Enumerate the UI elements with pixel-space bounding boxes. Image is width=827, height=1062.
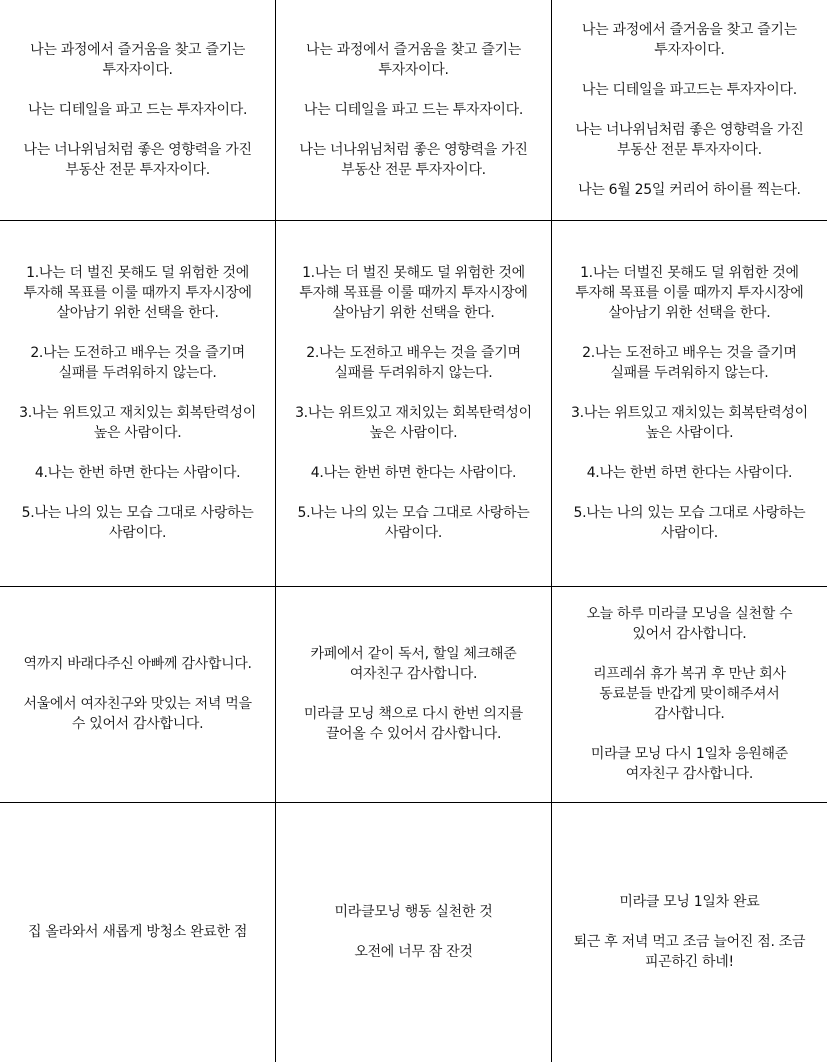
- grid-cell: [0, 0, 276, 220]
- cell-text: 1.나는 더 벌진 못해도 덜 위험한 것에 투자해 목표를 이룰 때까지 투자시장에 살아남기 위한 선택을 한다. 2.나는 도전하고 배우는 것을 즐기며 실패를 두려워하지 않는다. 3.나는 위트있고 재치있는 회복탄력성이 높은 사람이다. 4.나는 한번 하면 한다는 사람이다. 5.나는 나의 있는 모습 그대로 사랑하는 사람이다.: [19, 265, 256, 541]
- cell-text: 1.나는 더벌진 못해도 덜 위험한 것에 투자해 목표를 이룰 때까지 투자시장에 살아남기 위한 선택을 한다. 2.나는 도전하고 배우는 것을 즐기며 실패를 두려워하지 않는다. 3.나는 위트있고 재치있는 회복탄력성이 높은 사람이다. 4.나는 한번 하면 한다는 사람이다. 5.나는 나의 있는 모습 그대로 사랑하는 사람이다.: [571, 265, 808, 541]
- row-gratitude: [0, 586, 827, 802]
- cell-text: 미라클 모닝 1일차 완료 퇴근 후 저녁 먹고 조금 늘어진 점. 조금 피곤하긴 하네!: [573, 894, 806, 971]
- grid-cell: [551, 0, 827, 220]
- grid-cell: [551, 220, 827, 586]
- row-identity: [0, 0, 827, 220]
- row-reflection: [0, 802, 827, 1062]
- cell-text: 역까지 바래다주신 아빠께 감사합니다. 서울에서 여자친구와 맛있는 저녁 먹을 수 있어서 감사합니다.: [23, 656, 252, 732]
- grid-cell: [276, 220, 552, 586]
- cell-text: 1.나는 더 벌진 못해도 덜 위험한 것에 투자해 목표를 이룰 때까지 투자시장에 살아남기 위한 선택을 한다. 2.나는 도전하고 배우는 것을 즐기며 실패를 두려워하지 않는다. 3.나는 위트있고 재치있는 회복탄력성이 높은 사람이다. 4.나는 한번 하면 한다는 사람이다. 5.나는 나의 있는 모습 그대로 사랑하는 사람이다.: [295, 265, 532, 541]
- cell-text: 나는 과정에서 즐거움을 찾고 즐기는 투자자이다. 나는 디테일을 파고 드는 투자자이다. 나는 너나위님처럼 좋은 영향력을 가진 부동산 전문 투자자이다.: [299, 41, 528, 178]
- grid-cell: [551, 802, 827, 1062]
- grid-cell: [0, 586, 276, 802]
- cell-text: 나는 과정에서 즐거움을 찾고 즐기는 투자자이다. 나는 디테일을 파고 드는 투자자이다. 나는 너나위님처럼 좋은 영향력을 가진 부동산 전문 투자자이다.: [23, 41, 252, 178]
- cell-text: 오늘 하루 미라클 모닝을 실천할 수 있어서 감사합니다. 리프레쉬 휴가 복귀 후 만난 회사 동료분들 반갑게 맞이해주셔서 감사합니다. 미라클 모닝 다시 1일차 응원해준 여자친구 감사합니다.: [586, 606, 793, 782]
- grid-cell: [0, 802, 276, 1062]
- grid-cell: [276, 0, 552, 220]
- cell-text: 집 올라와서 새롭게 방청소 완료한 점: [28, 924, 248, 941]
- cell-text: 미라클모닝 행동 실천한 것 오전에 너무 잠 잔것: [334, 904, 493, 961]
- grid-cell: [276, 586, 552, 802]
- row-affirmations: [0, 220, 827, 586]
- grid-cell: [0, 220, 276, 586]
- grid-cell: [276, 802, 552, 1062]
- cell-text: 카페에서 같이 독서, 할일 체크해준 여자친구 감사합니다. 미라클 모닝 책으로 다시 한번 의지를 끌어올 수 있어서 감사합니다.: [303, 646, 524, 742]
- grid-cell: [551, 586, 827, 802]
- cell-text: 나는 과정에서 즐거움을 찾고 즐기는 투자자이다. 나는 디테일을 파고드는 투자자이다. 나는 너나위님처럼 좋은 영향력을 가진 부동산 전문 투자자이다. 나는 6월 25일 커리어 하이를 찍는다.: [575, 21, 804, 198]
